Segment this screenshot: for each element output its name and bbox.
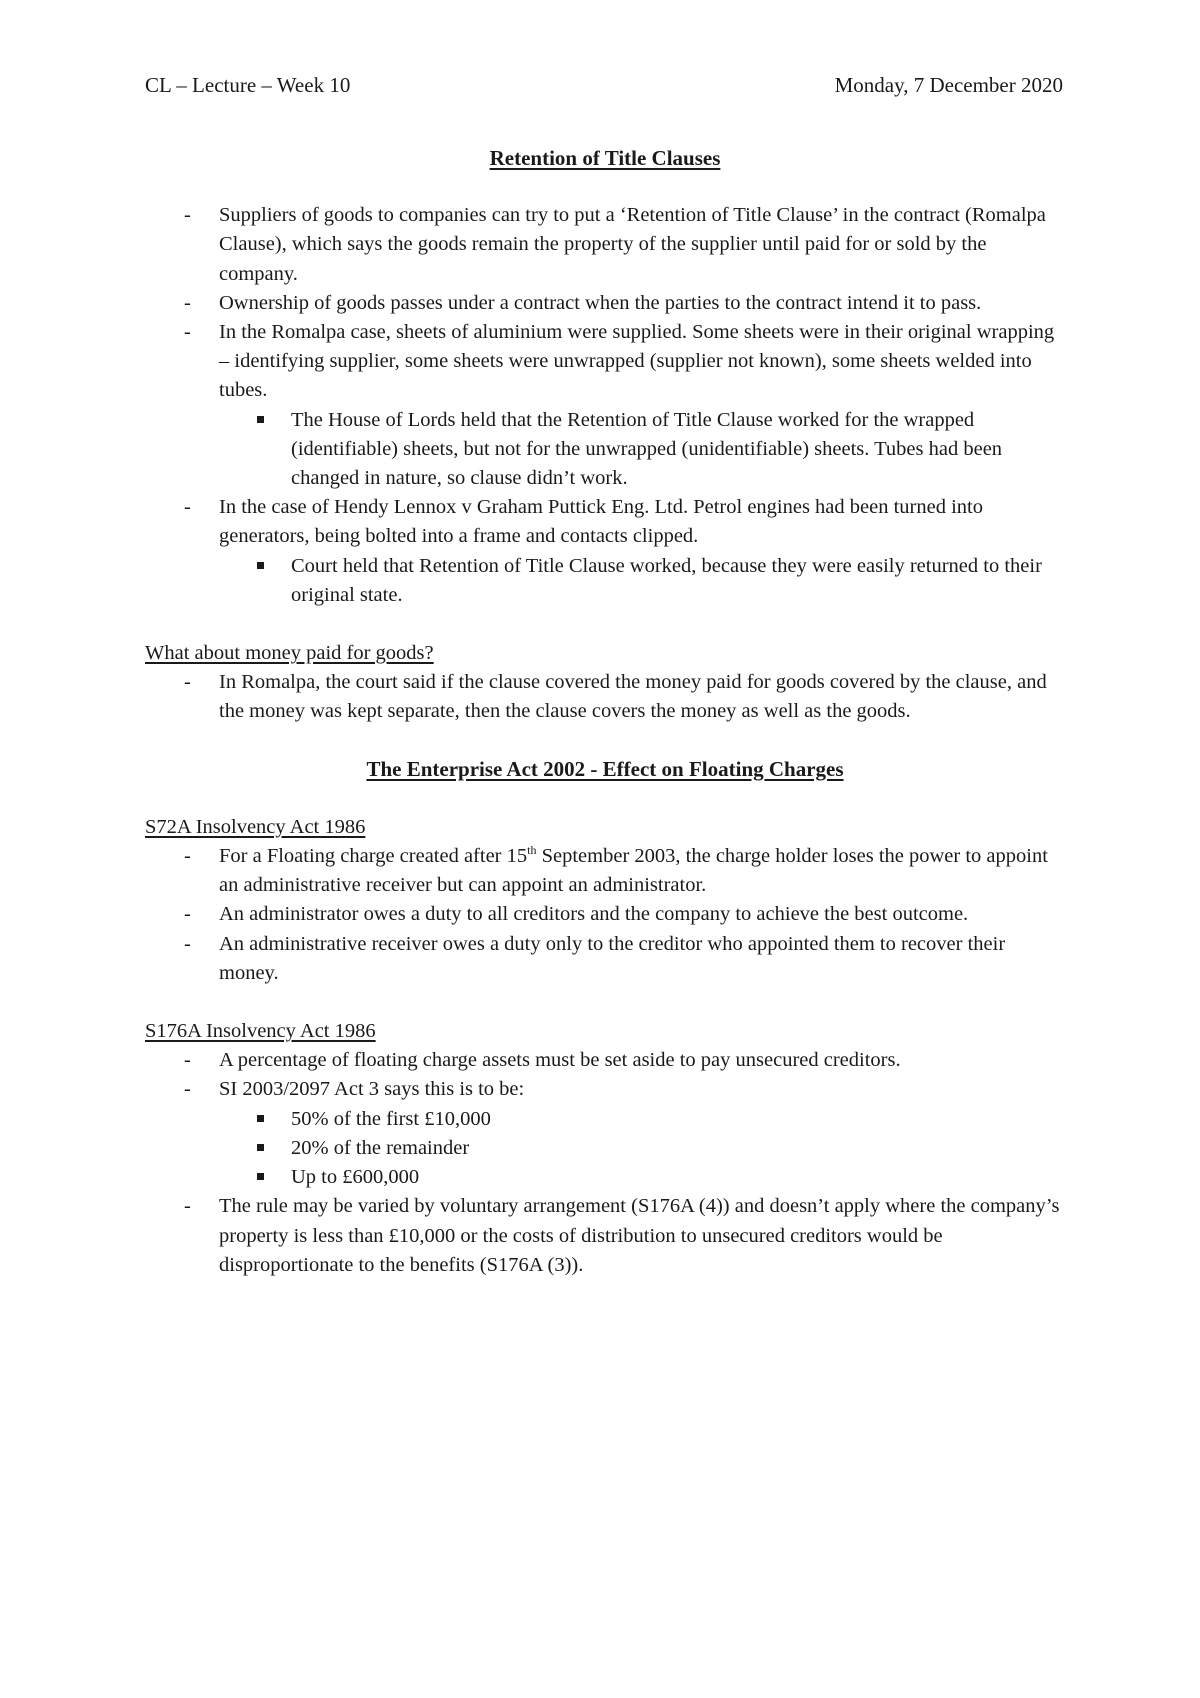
sub-list-item (145, 552, 1065, 610)
sub-list-item (145, 1105, 1065, 1134)
sub-list-item-text: Up to £600,000 (291, 1166, 420, 1189)
list-item: - A percentage of floating charge assets must be set aside to pay unsecured creditors. (145, 1046, 1065, 1075)
square-bullet-icon (257, 562, 264, 569)
list-item: - In Romalpa, the court said if the clause covered the money paid for goods covered by the clause, and the money was kept separate, then the clause covers the money as well as the goods. (145, 668, 1065, 726)
subheading-s72a: S72A Insolvency Act 1986 (145, 815, 366, 838)
list-item (145, 842, 1065, 900)
page-header (145, 71, 1063, 99)
list-item: - In the Romalpa case, sheets of aluminium were supplied. Some sheets were in their original wrapping – identifying supplier, some sheets were unwrapped (supplier not known), some sheets welded into tubes. (145, 318, 1065, 406)
section-title-enterprise-act: The Enterprise Act 2002 - Effect on Floating Charges (366, 756, 844, 781)
square-bullet-icon (257, 416, 264, 423)
sub-list-item (145, 406, 1065, 494)
money-bullet-list (145, 668, 1065, 726)
header-date: Monday, 7 December 2020 (834, 73, 1063, 97)
spacer (145, 988, 1065, 1017)
subheading-s176a: S176A Insolvency Act 1986 (145, 1020, 376, 1043)
sub-list-item-text: The House of Lords held that the Retention of Title Clause worked for the wrapped (identifiable) sheets, but not for the unwrapped (unidentifiable) sheets. Tubes had been changed in nature, so clause didn’t work. (291, 408, 1003, 490)
square-bullet-icon (257, 1144, 264, 1151)
sub-list-item-text: 50% of the first £10,000 (291, 1107, 491, 1130)
sub-list-item-text: 20% of the remainder (291, 1136, 470, 1159)
ordinal-suffix: th (527, 843, 537, 858)
subheading-money: What about money paid for goods? (145, 642, 434, 665)
header-course-label: CL – Lecture – Week 10 (145, 73, 351, 97)
list-item-text-start: For a Floating charge created after 15 (219, 845, 528, 868)
spacer (145, 610, 1065, 639)
list-item: - The rule may be varied by voluntary arrangement (S176A (4)) and doesn’t apply where the company’s property is less than £10,000 or the costs of distribution to unsecured creditors would be disproportionate to the benefits (S176A (3)). (145, 1192, 1065, 1280)
list-item: - An administrative receiver owes a duty only to the creditor who appointed them to recover their money. (145, 930, 1065, 988)
retention-bullet-list (145, 201, 1065, 610)
square-bullet-icon (257, 1173, 264, 1180)
list-item: - In the case of Hendy Lennox v Graham Puttick Eng. Ltd. Petrol engines had been turned into generators, being bolted into a frame and contacts clipped. (145, 493, 1065, 551)
list-item: - SI 2003/2097 Act 3 says this is to be: (145, 1075, 1065, 1104)
s72a-bullet-list (145, 842, 1065, 988)
s176a-bullet-list (145, 1046, 1065, 1280)
sub-list-item (145, 1163, 1065, 1192)
list-item: - An administrator owes a duty to all creditors and the company to achieve the best outcome. (145, 900, 1065, 929)
section-title-retention: Retention of Title Clauses (489, 146, 721, 170)
document-body (145, 144, 1065, 1280)
list-item: - Ownership of goods passes under a contract when the parties to the contract intend it to pass. (145, 289, 1065, 318)
square-bullet-icon (257, 1115, 264, 1122)
list-item-text-end: September 2003, the charge holder loses the power to appoint an administrative receiver but can appoint an administrator. (219, 845, 1048, 897)
sub-list-item-text: Court held that Retention of Title Clause worked, because they were easily returned to their original state. (291, 554, 1042, 606)
list-item: - Suppliers of goods to companies can try to put a ‘Retention of Title Clause’ in the contract (Romalpa Clause), which says the goods remain the property of the supplier until paid for or sold by the company. (145, 201, 1065, 289)
sub-list-item (145, 1134, 1065, 1163)
